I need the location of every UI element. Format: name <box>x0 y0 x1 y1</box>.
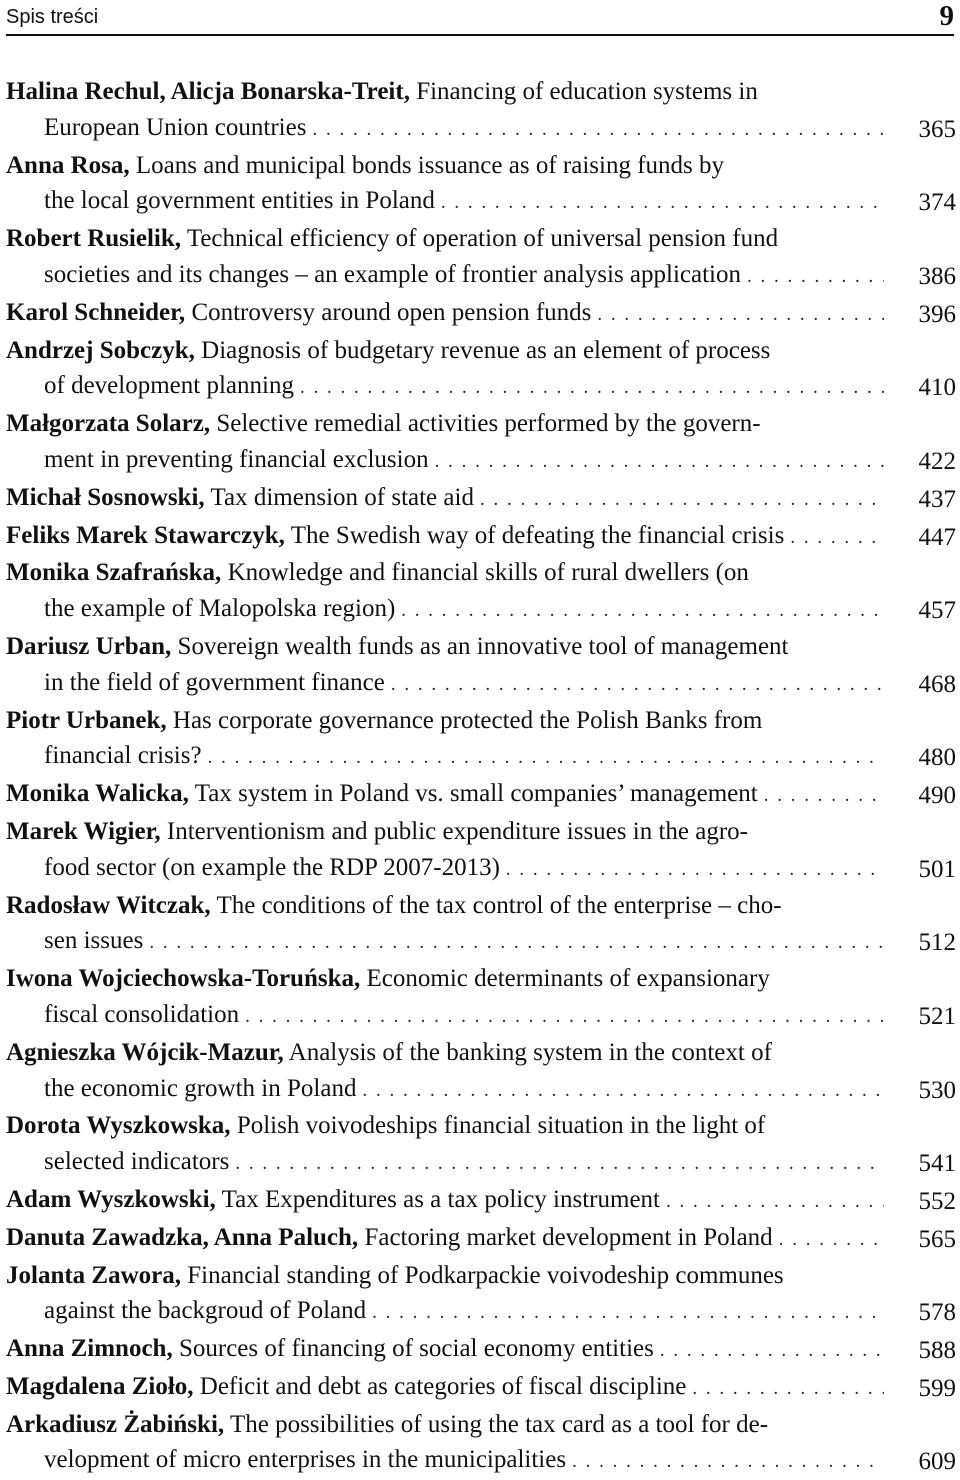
toc-entry-author: Arkadiusz Żabiński, <box>6 1410 225 1438</box>
toc-entry[interactable] <box>6 629 956 703</box>
toc-entry-last-line <box>6 1369 884 1407</box>
toc-entry-author: Marek Wigier, <box>6 817 161 845</box>
toc-entry-page-number: 480 <box>918 744 956 772</box>
toc-entry[interactable] <box>6 1035 956 1109</box>
toc-entry-title: Sovereign wealth funds as an innovative tool of management <box>177 632 789 660</box>
dot-leader <box>480 482 884 518</box>
toc-entry[interactable] <box>6 221 956 295</box>
dot-leader <box>764 778 884 814</box>
toc-entry[interactable] <box>6 333 956 407</box>
toc-entry-title: Financing of education systems in <box>416 78 758 105</box>
toc-entry-title-continued: European Union countries <box>44 113 307 141</box>
toc-entry-author: Karol Schneider, <box>6 298 186 326</box>
toc-entry-last-line <box>44 923 884 961</box>
toc-entry-title: Tax system in Poland vs. small companies’ management <box>194 780 758 808</box>
toc-entry-last-line <box>44 997 884 1035</box>
dot-leader <box>790 520 884 556</box>
dot-leader <box>441 185 884 221</box>
toc-entry-author: Danuta Zawadzka, Anna Paluch, <box>6 1223 359 1251</box>
dot-leader <box>506 852 884 888</box>
toc-entry-page-number: 578 <box>918 1299 956 1327</box>
toc-entry-page-number: 457 <box>918 597 956 625</box>
toc-entry[interactable] <box>6 480 956 518</box>
toc-entry-page-number: 599 <box>918 1374 956 1402</box>
toc-entry-last-line <box>44 1293 884 1331</box>
dot-leader <box>372 1295 884 1331</box>
toc-entry-author: Iwona Wojciechowska-Toruńska, <box>6 965 361 993</box>
toc-entry-title: Knowledge and financial skills of rural dwellers (on <box>227 559 749 587</box>
toc-entry[interactable] <box>6 888 956 962</box>
toc-entry-page-number: 588 <box>918 1337 956 1365</box>
toc-entry-author: Dariusz Urban, <box>6 632 172 660</box>
toc-entry-last-line <box>44 1144 884 1182</box>
toc-entry-author: Halina Rechul, Alicja Bonarska-Treit, <box>6 78 410 105</box>
toc-entry-page-number: 501 <box>918 855 956 883</box>
dot-leader <box>401 593 884 629</box>
toc-entry[interactable] <box>6 776 956 814</box>
toc-entry-title-continued: sen issues <box>44 927 144 955</box>
dot-leader <box>435 444 884 480</box>
dot-leader <box>692 1371 884 1407</box>
toc-entry-last-line <box>6 1182 884 1220</box>
toc-entry-page-number: 447 <box>918 523 956 551</box>
toc-entry-title-continued: the example of Malopolska region) <box>44 595 396 623</box>
toc-entry-title-continued: ment in preventing financial exclusion <box>44 445 429 473</box>
toc-entry-last-line <box>44 1442 884 1480</box>
toc-entry-page-number: 410 <box>918 374 956 402</box>
toc-entry-title: Tax Expenditures as a tax policy instrument <box>221 1185 660 1213</box>
toc-entry[interactable] <box>6 1108 956 1182</box>
toc-entry-last-line <box>44 110 884 148</box>
toc-entry-page-number: 609 <box>918 1448 956 1476</box>
toc-entry-title-continued: of development planning <box>44 372 294 400</box>
toc-entry-author: Magdalena Zioło, <box>6 1372 194 1400</box>
toc-entry-author: Andrzej Sobczyk, <box>6 336 195 364</box>
toc-entry-title: Financial standing of Podkarpackie voivodeship communes <box>187 1261 784 1289</box>
dot-leader <box>666 1184 884 1220</box>
toc-entry-last-line <box>6 1220 884 1258</box>
toc-entry[interactable] <box>6 961 956 1035</box>
toc-entry-title-continued: the economic growth in Poland <box>44 1074 357 1102</box>
toc-entry[interactable] <box>6 1258 956 1332</box>
toc-entry-author: Anna Rosa, <box>6 151 130 179</box>
toc-entry[interactable] <box>6 703 956 777</box>
toc-entry-title: The Swedish way of defeating the financial crisis <box>290 521 785 549</box>
toc-entry-last-line <box>44 368 884 406</box>
dot-leader <box>362 1073 884 1109</box>
toc-entry-author: Monika Walicka, <box>6 780 189 808</box>
page-header <box>6 0 954 36</box>
toc-entry[interactable] <box>6 814 956 888</box>
toc-entry-title-continued: financial crisis? <box>44 742 202 770</box>
toc-entry-author: Piotr Urbanek, <box>6 706 167 734</box>
toc-entry-author: Małgorzata Solarz, <box>6 410 211 438</box>
dot-leader <box>235 1146 884 1182</box>
dot-leader <box>300 370 884 406</box>
toc-entry-title-continued: selected indicators <box>44 1148 230 1176</box>
toc-entry-page-number: 365 <box>918 115 956 143</box>
toc-entry-page-number: 530 <box>918 1076 956 1104</box>
toc-entry-last-line <box>6 518 884 556</box>
toc-entry-author: Monika Szafrańska, <box>6 559 222 587</box>
dot-leader <box>208 740 884 776</box>
toc-entry-title: Loans and municipal bonds issuance as of raising funds by <box>135 151 724 179</box>
toc-entry-last-line <box>6 480 884 518</box>
toc-entry-title-continued: societies and its changes – an example of frontier analysis application <box>44 260 741 288</box>
toc-entry-last-line <box>6 776 884 814</box>
toc-entry-author: Adam Wyszkowski, <box>6 1185 216 1213</box>
table-of-contents <box>6 74 956 1480</box>
toc-entry-title-continued: fiscal consolidation <box>44 1000 240 1028</box>
toc-entry-page-number: 396 <box>918 300 956 328</box>
toc-entry-title-continued: velopment of micro enterprises in the municipalities <box>44 1446 567 1474</box>
dot-leader <box>391 667 884 703</box>
toc-entry-author: Michał Sosnowski, <box>6 483 205 511</box>
toc-entry-last-line <box>44 591 884 629</box>
toc-entry-page-number: 565 <box>918 1225 956 1253</box>
toc-entry-author: Agnieszka Wójcik-Mazur, <box>6 1038 284 1066</box>
toc-entry-title-continued: food sector (on example the RDP 2007-2013) <box>44 853 500 881</box>
toc-entry-title-continued: against the backgroud of Poland <box>44 1297 367 1325</box>
toc-entry-title: The conditions of the tax control of the enterprise – cho- <box>216 891 782 919</box>
toc-entry-last-line <box>6 295 884 333</box>
toc-entry-author: Radosław Witczak, <box>6 891 211 919</box>
toc-entry-last-line <box>44 665 884 703</box>
toc-entry-title: Controversy around open pension funds <box>191 298 592 326</box>
toc-entry-last-line <box>44 1071 884 1109</box>
toc-entry-title: Technical efficiency of operation of universal pension fund <box>186 225 779 253</box>
dot-leader <box>747 259 884 295</box>
toc-entry[interactable] <box>6 555 956 629</box>
toc-entry-page-number: 422 <box>918 447 956 475</box>
dot-leader <box>312 112 884 148</box>
running-header-title: Spis treści <box>6 6 99 28</box>
toc-entry-last-line <box>44 257 884 295</box>
dot-leader <box>660 1333 884 1369</box>
toc-entry[interactable] <box>6 1407 956 1480</box>
toc-entry-last-line <box>6 1331 884 1369</box>
toc-entry-title: Analysis of the banking system in the context of <box>288 1038 772 1066</box>
toc-entry-title-continued: the local government entities in Poland <box>44 187 435 215</box>
toc-entry[interactable] <box>6 74 956 148</box>
toc-entry-page-number: 552 <box>918 1187 956 1215</box>
toc-entry-page-number: 541 <box>918 1150 956 1178</box>
toc-entry[interactable] <box>6 1220 956 1258</box>
toc-entry-title: Economic determinants of expansionary <box>366 965 770 993</box>
dot-leader <box>572 1444 884 1480</box>
toc-entry-last-line <box>44 738 884 776</box>
toc-entry-last-line <box>44 442 884 480</box>
toc-entry-title: Has corporate governance protected the Polish Banks from <box>172 706 763 734</box>
page-number: 9 <box>939 0 954 32</box>
toc-entry-title: Factoring market development in Poland <box>364 1223 773 1251</box>
toc-entry[interactable] <box>6 1331 956 1369</box>
toc-entry-title: Interventionism and public expenditure issues in the agro- <box>166 817 748 845</box>
toc-entry-last-line <box>44 183 884 221</box>
toc-entry-page-number: 521 <box>918 1002 956 1030</box>
dot-leader <box>149 925 884 961</box>
toc-entry-page-number: 490 <box>918 782 956 810</box>
toc-entry[interactable] <box>6 518 956 556</box>
toc-entry-author: Feliks Marek Stawarczyk, <box>6 521 285 549</box>
toc-entry-title: Tax dimension of state aid <box>210 483 474 511</box>
toc-entry-title: Diagnosis of budgetary revenue as an element of process <box>201 336 771 364</box>
toc-entry-page-number: 512 <box>918 929 956 957</box>
dot-leader <box>597 297 884 333</box>
toc-entry-author: Anna Zimnoch, <box>6 1335 173 1363</box>
toc-entry[interactable] <box>6 406 956 480</box>
toc-entry-title: Selective remedial activities performed by the govern- <box>216 410 761 438</box>
toc-entry-author: Robert Rusielik, <box>6 225 181 253</box>
toc-entry[interactable] <box>6 1369 956 1407</box>
toc-entry-author: Jolanta Zawora, <box>6 1261 181 1289</box>
toc-entry-author: Dorota Wyszkowska, <box>6 1112 231 1140</box>
toc-entry[interactable] <box>6 295 956 333</box>
dot-leader <box>245 999 884 1035</box>
toc-entry-title: The possibilities of using the tax card as a tool for de- <box>229 1410 769 1438</box>
toc-entry-page-number: 468 <box>918 670 956 698</box>
toc-entry-title: Deficit and debt as categories of fiscal discipline <box>199 1372 687 1400</box>
toc-entry-page-number: 386 <box>918 262 956 290</box>
toc-entry[interactable] <box>6 148 956 222</box>
toc-entry-title: Polish voivodeships financial situation in the light of <box>236 1112 766 1140</box>
toc-entry-page-number: 374 <box>918 189 956 217</box>
toc-entry-page-number: 437 <box>918 485 956 513</box>
toc-entry[interactable] <box>6 1182 956 1220</box>
toc-entry-last-line <box>44 850 884 888</box>
toc-entry-title-continued: in the field of government finance <box>44 668 385 696</box>
dot-leader <box>779 1222 884 1258</box>
toc-entry-title: Sources of financing of social economy entities <box>178 1335 654 1363</box>
